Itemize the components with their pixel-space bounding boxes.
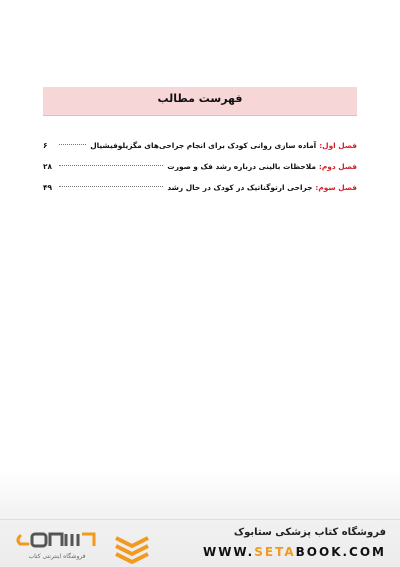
- page-title: فهرست مطالب: [157, 92, 243, 105]
- url-accent: SETA: [254, 545, 296, 559]
- table-of-contents: [43, 138, 357, 201]
- toc-entry-2[interactable]: [43, 159, 357, 175]
- chapter-colon: :: [315, 183, 319, 192]
- dot-leader: [59, 164, 163, 166]
- store-url[interactable]: [203, 545, 386, 559]
- setabook-emblem-icon: [112, 530, 152, 564]
- toc-entry-3[interactable]: [43, 180, 357, 196]
- chapter-title: ملاحظات بالینی درباره رشد فک و صورت: [167, 162, 316, 171]
- chapter-title: جراحی ارتوگناتیک در کودک در حال رشد: [167, 183, 313, 192]
- page-number: ۶: [43, 141, 48, 150]
- store-name: فروشگاه کتاب پزشکی ستابوک: [233, 527, 386, 538]
- page-number: ۲۸: [43, 162, 53, 171]
- footer-divider: [0, 519, 400, 520]
- page-number: ۴۹: [43, 183, 53, 192]
- toc-title-bar: [43, 87, 357, 116]
- dot-leader: [59, 185, 163, 187]
- toc-entry-1[interactable]: [43, 138, 357, 154]
- dot-leader: [59, 143, 86, 145]
- chapter-label: فصل اول: [322, 141, 357, 150]
- chapter-label: فصل دوم: [321, 162, 357, 171]
- chapter-title: آماده سازی روانی کودک برای انجام جراحی‌های مگزیلوفیشیال: [90, 141, 317, 150]
- chapter-colon: :: [319, 141, 323, 150]
- chapter-label: فصل سوم: [318, 183, 357, 192]
- url-prefix: WWW.: [202, 545, 255, 559]
- brand-subtitle: فروشگاه اینترنتی کتاب: [28, 553, 86, 560]
- url-suffix: BOOK.COM: [295, 545, 386, 559]
- chapter-colon: :: [318, 162, 322, 171]
